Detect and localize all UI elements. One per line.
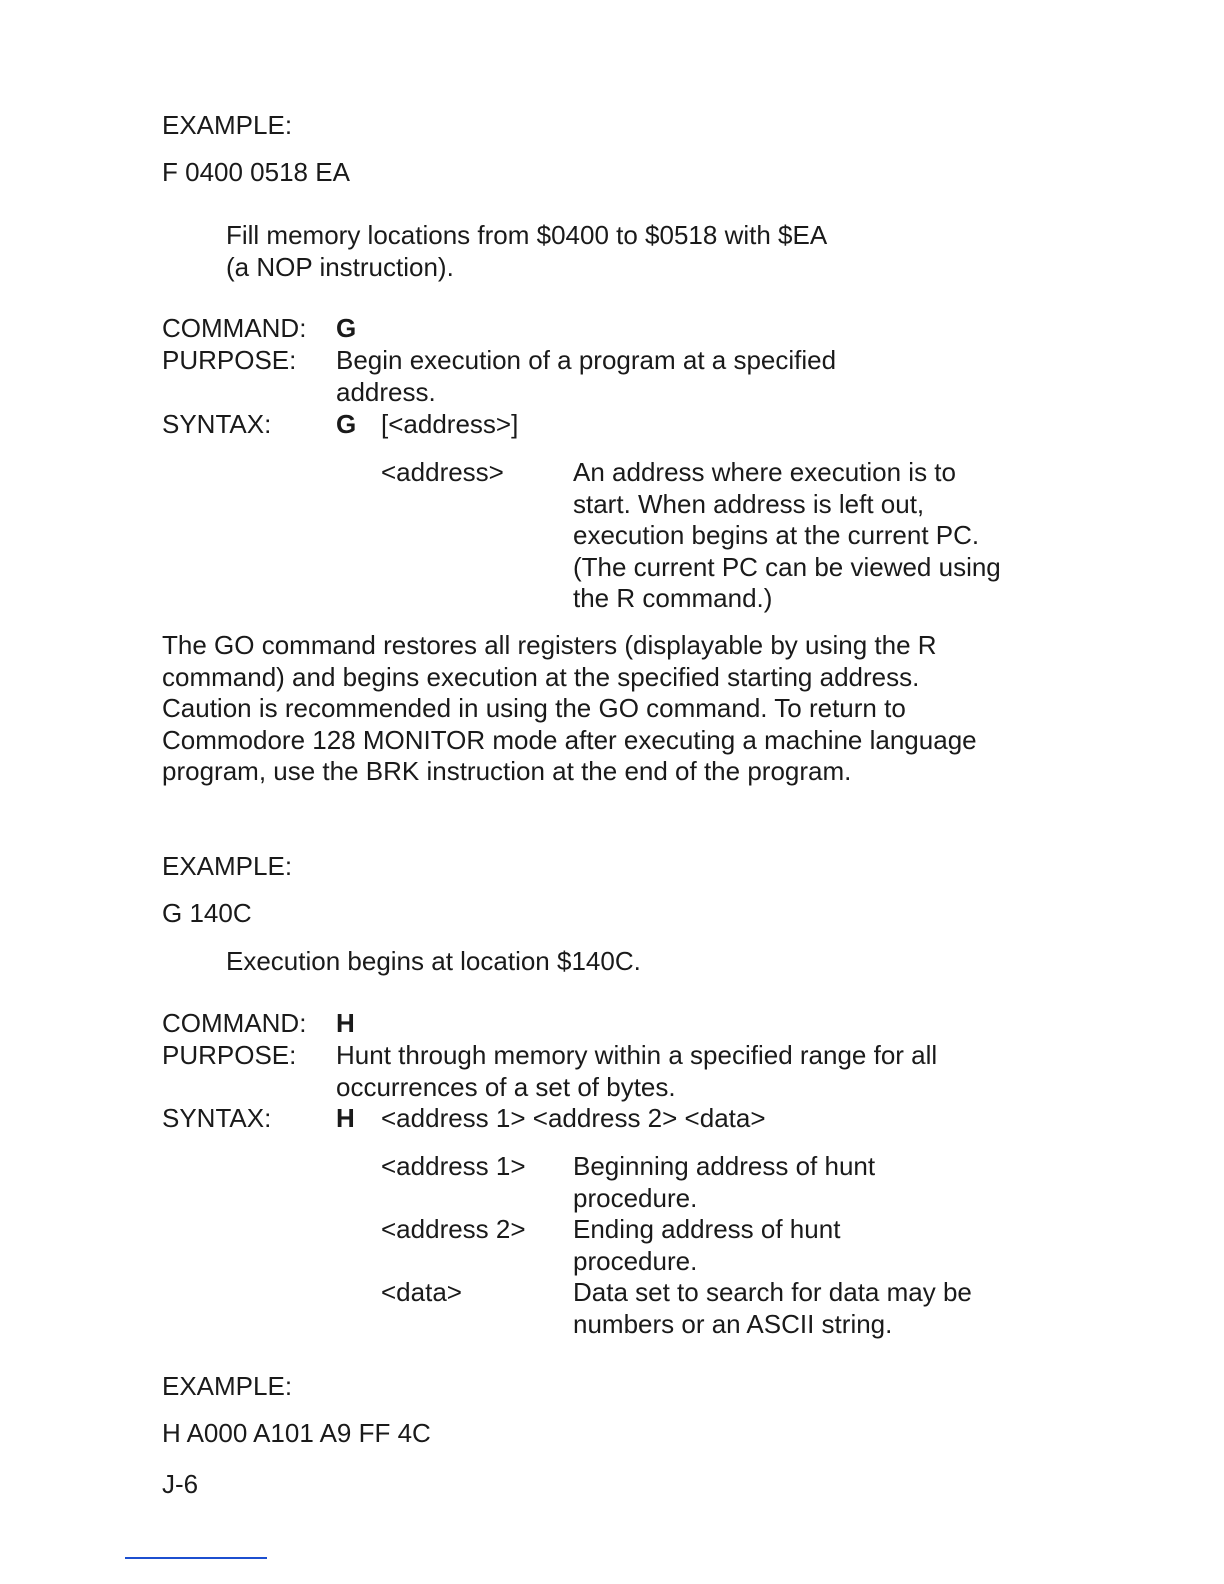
command-h-purpose: Hunt through memory within a specified range for all occurrences of a set of bytes. <box>336 1040 938 1102</box>
h-example-code: H A000 A101 A9 FF 4C <box>162 1418 431 1448</box>
syntax-h-letter: H <box>336 1103 355 1133</box>
param-g-address-desc: An address where execution is to start. When address is left out, execution begins at the current PC. (The current PC can be viewed using the R command.) <box>573 457 1001 613</box>
fill-example-explanation: Fill memory locations from $0400 to $0518 with $EA (a NOP instruction). <box>226 220 826 282</box>
purpose-label-g: PURPOSE: <box>162 345 297 375</box>
param-g-address: <address> <box>381 457 504 487</box>
go-command-paragraph: The GO command restores all registers (displayable by using the R command) and begins execution at the specified starting address. Caution is recommended in using the GO command. To return to Commodore 128 MONITOR mode after executing a machine language program, use the BRK instruction at the end of the program. <box>162 630 977 786</box>
syntax-h-args: <address 1> <address 2> <data> <box>381 1103 766 1133</box>
syntax-label-g: SYNTAX: <box>162 409 272 439</box>
command-g-letter: G <box>336 313 357 343</box>
param-h-address1-desc: Beginning address of hunt procedure. <box>573 1151 876 1213</box>
g-example-heading: EXAMPLE: <box>162 851 293 881</box>
param-h-address2: <address 2> <box>381 1214 526 1244</box>
g-example-code: G 140C <box>162 898 252 928</box>
command-h-letter: H <box>336 1008 355 1038</box>
command-g-purpose: Begin execution of a program at a specified address. <box>336 345 837 407</box>
param-h-address2-desc: Ending address of hunt procedure. <box>573 1214 841 1276</box>
purpose-label-h: PURPOSE: <box>162 1040 297 1070</box>
syntax-g-letter: G <box>336 409 357 439</box>
param-h-data-desc: Data set to search for data may be numbers or an ASCII string. <box>573 1277 972 1339</box>
param-h-address1: <address 1> <box>381 1151 526 1181</box>
command-label-g: COMMAND: <box>162 313 307 343</box>
command-label-h: COMMAND: <box>162 1008 307 1038</box>
g-example-text: Execution begins at location $140C. <box>226 946 641 976</box>
syntax-g-args: [<address>] <box>381 409 519 439</box>
fill-example-code: F 0400 0518 EA <box>162 157 350 187</box>
footer-rule <box>125 1557 267 1559</box>
h-example-heading: EXAMPLE: <box>162 1371 293 1401</box>
param-h-data: <data> <box>381 1277 462 1307</box>
fill-example-heading: EXAMPLE: <box>162 110 293 140</box>
page-number: J-6 <box>162 1469 199 1499</box>
syntax-label-h: SYNTAX: <box>162 1103 272 1133</box>
